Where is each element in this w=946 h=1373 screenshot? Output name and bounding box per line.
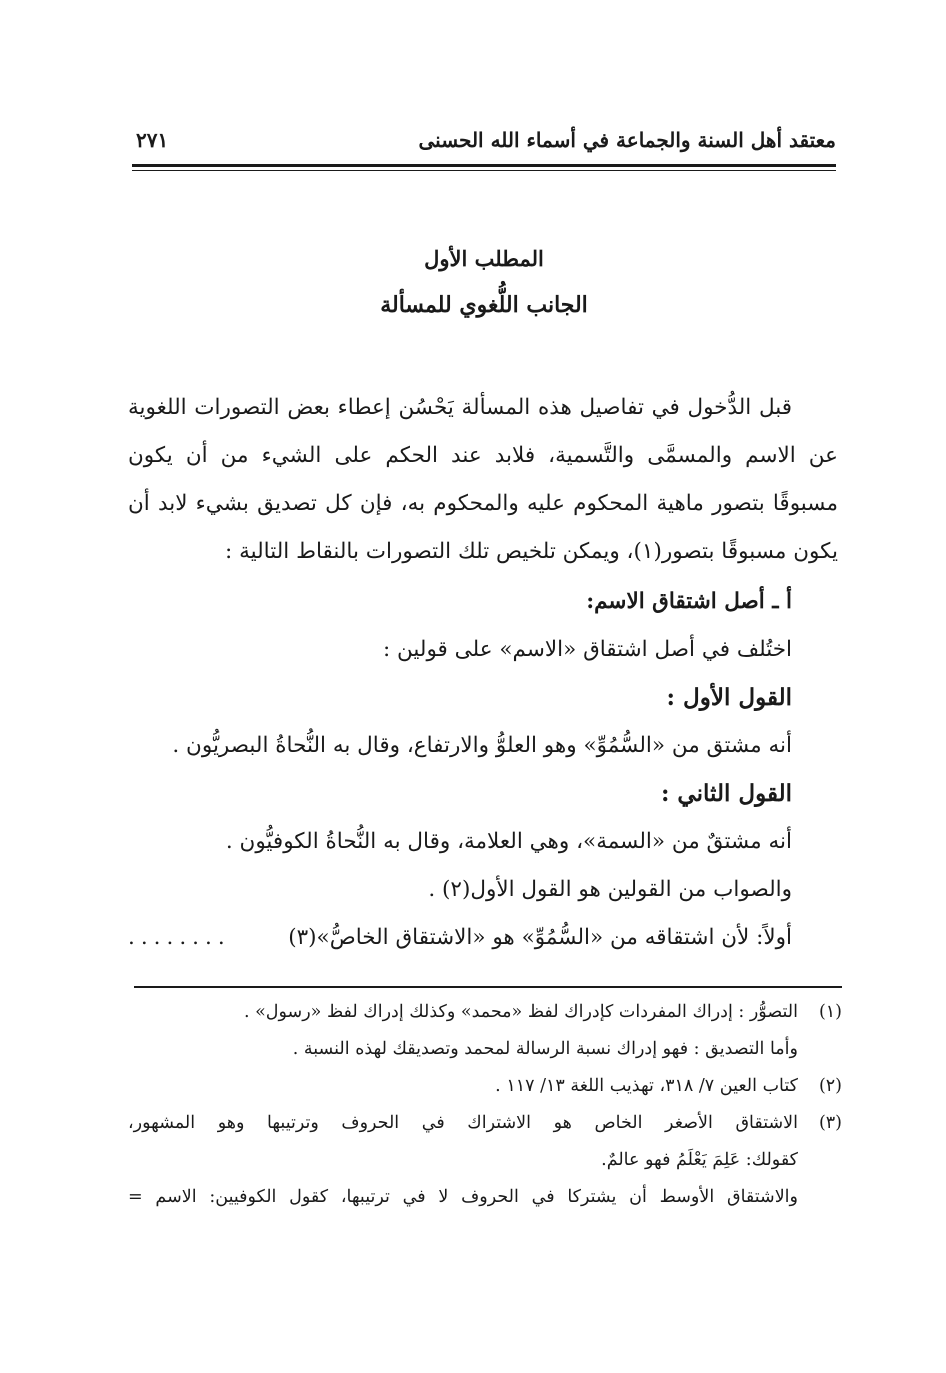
footnote-text: والاشتقاق الأوسط أن يشتركا في الحروف لا في ترتيبها، كقول الكوفيين: الاسم = bbox=[128, 1187, 798, 1207]
footnote-text: وأما التصديق : فهو إدراك نسبة الرسالة لمحمد وتصديقك لهذه النسبة . bbox=[292, 1039, 798, 1059]
footnote-text: كتاب العين ٧/ ٣١٨، تهذيب اللغة ١٣/ ١١٧ . bbox=[495, 1076, 798, 1096]
first-reason-line bbox=[128, 914, 838, 962]
paragraph-line: قبل الدُّخول في تفاصيل هذه المسألة يَحْسُن إعطاء بعض التصورات اللغوية bbox=[128, 395, 792, 420]
footnote-number: (٢) bbox=[818, 1076, 842, 1096]
footnote-separator bbox=[134, 986, 842, 988]
continuation-dots: ........ bbox=[128, 925, 231, 950]
section-title: المطلب الأول bbox=[424, 246, 544, 271]
footnote-number: (١) bbox=[818, 1002, 842, 1022]
header-rule bbox=[132, 164, 836, 167]
second-view-heading: القول الثاني : bbox=[660, 780, 792, 807]
subheading-origin: أ ـ أصل اشتقاق الاسم: bbox=[586, 589, 792, 614]
paragraph-line: مسبوقًا بتصور ماهية المحكوم عليه والمحكوم به، فإن كل تصديق بشيء لابد أن bbox=[128, 491, 838, 516]
footnote-text: التصوُّر : إدراك المفردات كإدراك لفظ «محمد» وكذلك إدراك لفظ «رسول» . bbox=[243, 1002, 798, 1022]
footnote-3-continuation bbox=[128, 1179, 842, 1216]
paragraph-line: عن الاسم والمسمَّى والتَّسمية، فلابد عند الحكم على الشيء من أن يكون bbox=[128, 443, 838, 468]
correct-view-line: والصواب من القولين هو القول الأول(٢) . bbox=[428, 877, 792, 902]
section-headings bbox=[132, 238, 836, 330]
paragraph-line: يكون مسبوقًا بتصور(١)، ويمكن تلخيص تلك التصورات بالنقاط التالية : bbox=[225, 539, 838, 564]
footnote-1-continuation bbox=[128, 1031, 842, 1068]
main-paragraph bbox=[128, 384, 838, 576]
second-view-text: أنه مشتقٌ من «السمة»، وهي العلامة، وقال به النُّحاةُ الكوفيُّون . bbox=[225, 829, 792, 854]
section-subtitle: الجانب اللُّغوي للمسألة bbox=[380, 292, 588, 318]
footnote-text: الاشتقاق الأصغر الخاص هو الاشتراك في الحروف وترتيبها وهو المشهور، bbox=[128, 1113, 798, 1133]
footnote-3 bbox=[128, 1105, 842, 1142]
footnote-2 bbox=[128, 1068, 842, 1105]
footnote-text: كقولك: عَلِمَ يَعْلَمُ فهو عالمٌ. bbox=[601, 1150, 798, 1170]
first-view-heading: القول الأول : bbox=[666, 684, 792, 711]
running-title: معتقد أهل السنة والجماعة في أسماء الله الحسنى bbox=[418, 128, 836, 152]
footnote-number: (٣) bbox=[818, 1113, 842, 1133]
page-number: ٢٧١ bbox=[136, 128, 169, 152]
first-view-text: أنه مشتق من «السُّمُوِّ» وهو العلوُّ والارتفاع، وقال به النُّحاةُ البصريُّون . bbox=[172, 733, 792, 758]
running-header bbox=[132, 124, 836, 160]
footnote-3-continuation bbox=[128, 1142, 842, 1179]
header-rule-thin bbox=[132, 170, 836, 171]
first-reason-text: أولاً: لأن اشتقاقه من «السُّمُوِّ» هو «الاشتقاق الخاصُّ»(٣) bbox=[288, 925, 792, 950]
derivation-section bbox=[128, 578, 838, 962]
difference-line: اختُلف في أصل اشتقاق «الاسم» على قولين : bbox=[382, 637, 792, 662]
footnote-1 bbox=[128, 994, 842, 1031]
footnotes bbox=[128, 994, 842, 1216]
